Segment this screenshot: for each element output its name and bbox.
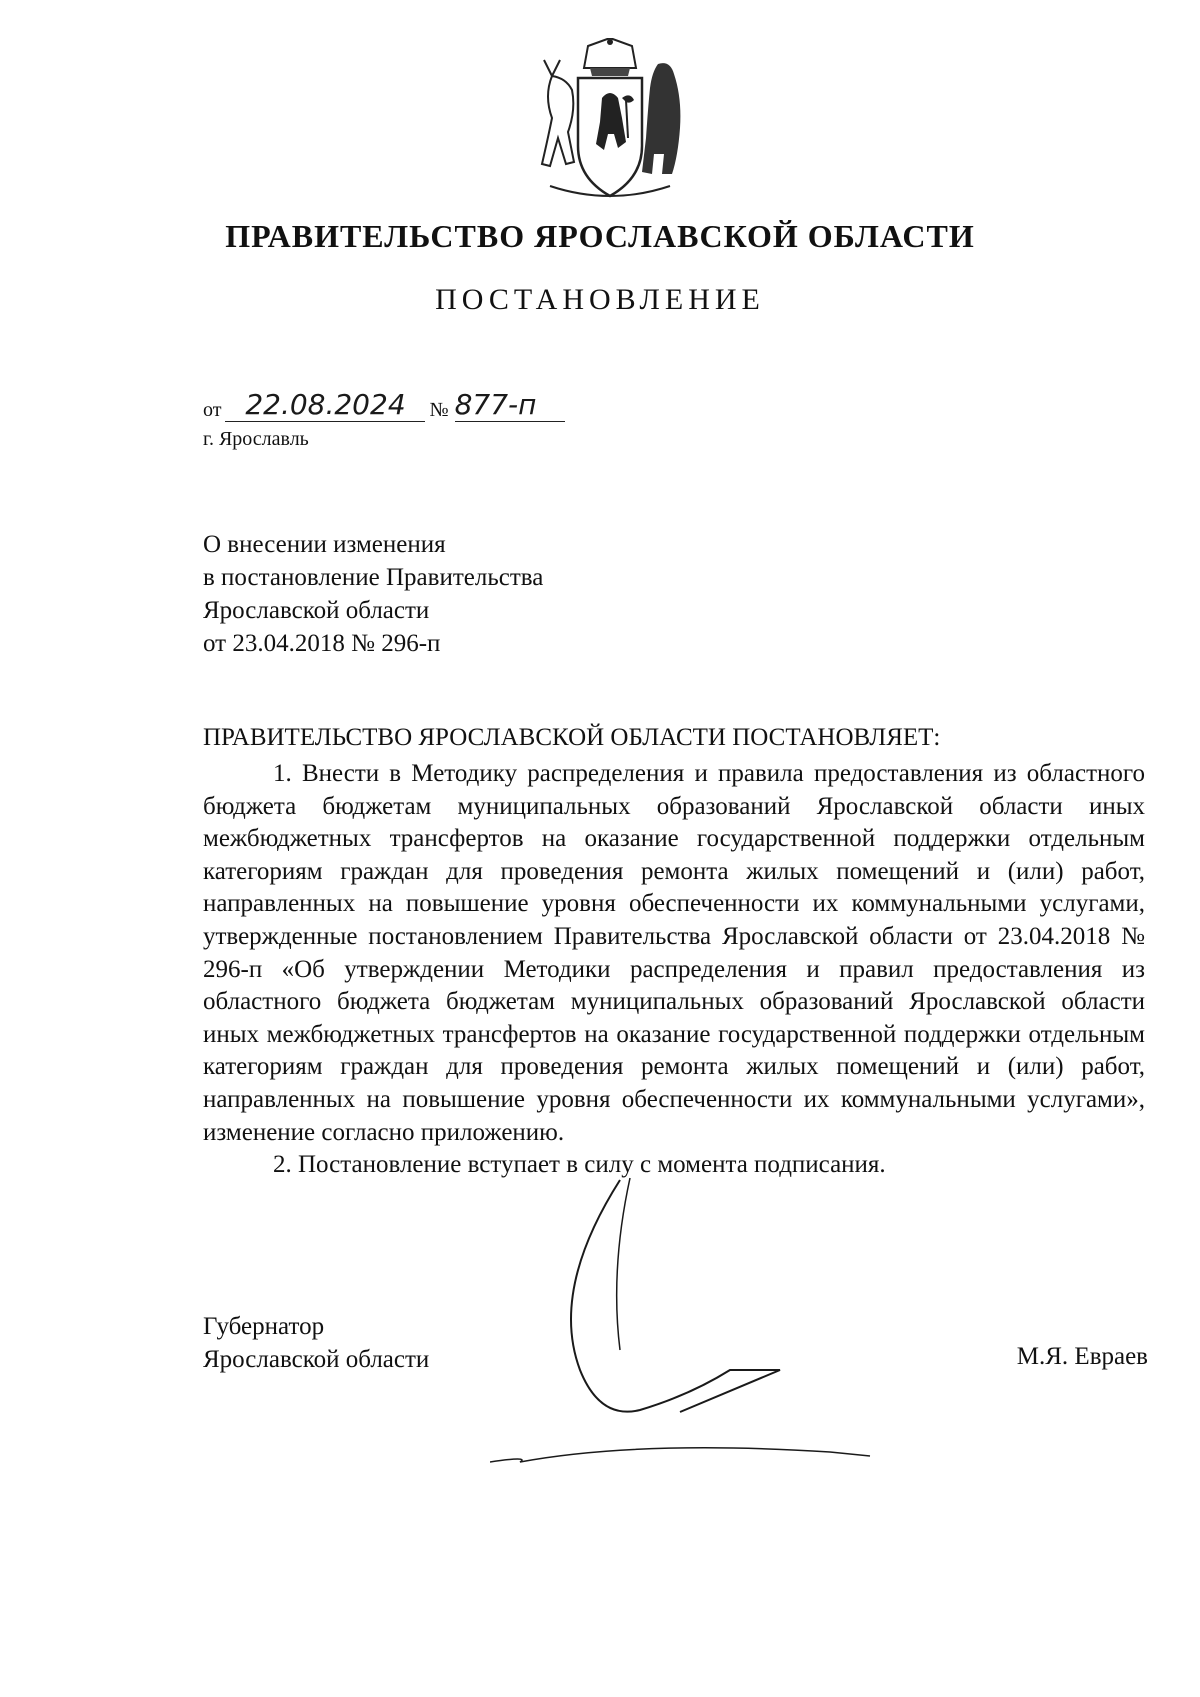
body-text [203,758,1145,1182]
document-type: ПОСТАНОВЛЕНИЕ [435,283,765,316]
position-line: Ярославской области [203,1346,430,1373]
subject-line: от 23.04.2018 № 296-п [203,630,441,657]
paragraph-1: 1. Внести в Методику распределения и правила предоставления из областного бюджета бюджетам муниципальных образований Ярославской области иных межбюджетных трансфертов на оказание государственной поддержки отдельным категориям граждан для проведения ремонта жилых помещений и (или) работ, направленных на повышение уровня обеспеченности их коммунальными услугами, утвержденные постановлением Правительства Ярославской области от 23.04.2018 № 296-п «Об утверждении Методики распределения и правил предоставления из областного бюджета бюджетам муниципальных образований Ярославской области иных межбюджетных трансфертов на оказание государственной поддержки отдельным категориям граждан для проведения ремонта жилых помещений и (или) работ, направленных на повышение уровня обеспеченности их коммунальными услугами», изменение согласно приложению. [203,760,1145,1146]
signatory-position [203,1310,429,1376]
number-prefix: № [429,399,449,421]
decree-heading: ПРАВИТЕЛЬСТВО ЯРОСЛАВСКОЙ ОБЛАСТИ ПОСТАНОВЛЯЕТ: [203,724,941,751]
position-line: Губернатор [203,1313,325,1340]
paragraph-2: 2. Постановление вступает в силу с момента подписания. [273,1151,886,1179]
coat-of-arms-icon [530,38,690,206]
subject-block [203,528,543,660]
date-number-line [203,388,565,422]
date-prefix: от [203,399,222,421]
handwritten-date: 22.08.2024 [225,388,425,422]
handwritten-number: 877-п [455,388,565,422]
handwritten-signature [490,1170,950,1480]
city: г. Ярославль [203,428,309,450]
subject-line: в постановление Правительства [203,564,544,591]
government-title: ПРАВИТЕЛЬСТВО ЯРОСЛАВСКОЙ ОБЛАСТИ [225,218,975,254]
subject-line: Ярославской области [203,597,430,624]
signatory-name: М.Я. Евраев [1016,1343,1148,1370]
subject-line: О внесении изменения [203,531,446,558]
